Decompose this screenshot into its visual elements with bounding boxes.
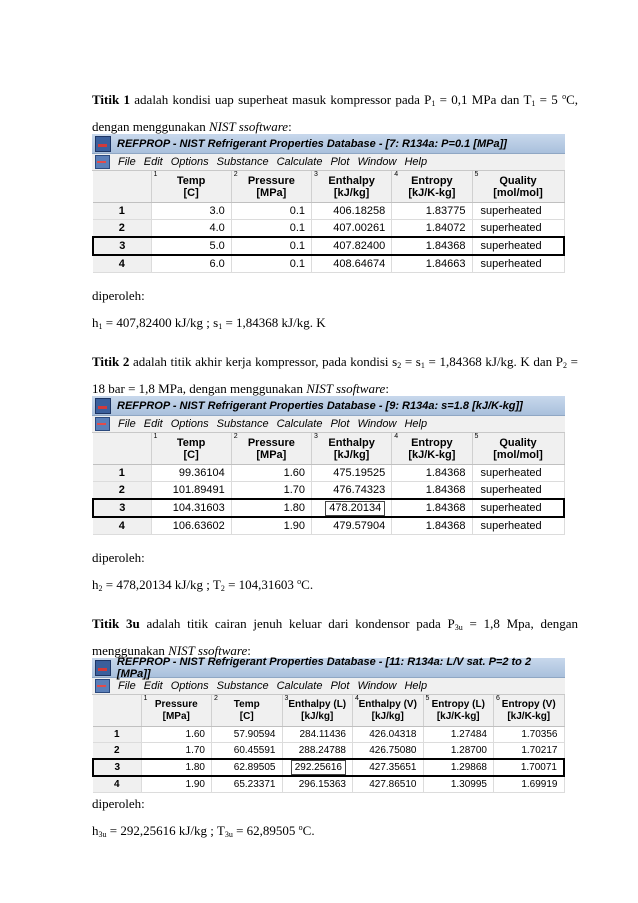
section1-sup: o <box>562 92 567 101</box>
table-row[interactable] <box>93 743 564 760</box>
row-number[interactable]: 1 <box>93 465 151 482</box>
column-header[interactable] <box>472 171 564 203</box>
menu-item-file[interactable]: File <box>118 156 136 168</box>
table-cell[interactable]: 1.70 <box>141 743 212 760</box>
menu-bar <box>92 678 565 695</box>
column-number: 4 <box>394 433 399 440</box>
column-number: 4 <box>394 171 399 178</box>
column-header[interactable] <box>312 171 392 203</box>
table-cell[interactable]: 1.28700 <box>423 743 494 760</box>
table-row[interactable] <box>93 727 564 743</box>
menu-item-edit[interactable]: Edit <box>143 156 163 168</box>
result-text: = 62,89505 <box>232 823 299 838</box>
table-cell[interactable]: 1.70356 <box>494 727 565 743</box>
column-number: 3 <box>314 171 318 178</box>
table-cell[interactable]: 4.0 <box>151 220 231 238</box>
column-unit: [kJ/K-kg] <box>408 449 456 461</box>
table-cell[interactable]: 408.64674 <box>312 255 392 273</box>
result-sub: 3u <box>98 830 107 839</box>
column-header[interactable] <box>392 433 472 465</box>
section2-sub: 2 <box>397 361 402 370</box>
column-number: 2 <box>233 433 238 440</box>
table-corner[interactable] <box>93 171 151 203</box>
column-title: Entropy (L) <box>431 699 485 710</box>
table-cell[interactable]: 1.27484 <box>423 727 494 743</box>
table-cell[interactable]: 99.36104 <box>151 465 231 482</box>
refprop-window-1 <box>92 134 565 273</box>
column-unit: [mol/mol] <box>493 187 543 199</box>
table-cell[interactable]: superheated <box>472 237 564 255</box>
result-text: h <box>92 823 99 838</box>
table-cell[interactable]: 5.0 <box>151 237 231 255</box>
menu-item-calculate[interactable]: Calculate <box>276 156 323 168</box>
section2-text: = 18 bar = 1,8 MPa, dengan menggunakan <box>92 354 579 396</box>
row-number[interactable]: 3 <box>93 759 141 776</box>
section1-software: NIST ssoftware <box>208 119 289 134</box>
result-text: h <box>92 577 99 592</box>
result-sub: 2 <box>98 584 103 593</box>
table-cell[interactable]: 1.84368 <box>392 465 472 482</box>
menu-item-file[interactable]: File <box>118 418 136 430</box>
menu-item-options[interactable]: Options <box>170 156 209 168</box>
section3-text: = 1,8 Mpa, dengan menggunakan <box>92 616 578 658</box>
column-unit: [C] <box>183 187 199 199</box>
table-cell[interactable]: 1.84368 <box>392 517 472 535</box>
table-row[interactable] <box>93 220 564 238</box>
menu-item-file[interactable]: File <box>118 680 136 692</box>
results-table <box>92 433 565 535</box>
column-number: 5 <box>425 695 430 702</box>
menu-item-edit[interactable]: Edit <box>143 680 163 692</box>
column-title: Temp <box>176 437 206 449</box>
column-unit: [kJ/kg] <box>333 187 370 199</box>
result-text: h <box>92 315 99 330</box>
result-sub: 1 <box>218 322 223 331</box>
active-cell-value: 478.20134 <box>325 501 385 516</box>
result-intro: diperoleh: <box>92 288 145 303</box>
active-cell-value: 292.25616 <box>291 760 346 775</box>
column-title: Enthalpy (L) <box>288 699 347 710</box>
column-header[interactable] <box>151 433 231 465</box>
menu-item-calculate[interactable]: Calculate <box>276 418 323 430</box>
column-header[interactable] <box>141 695 212 727</box>
table-cell[interactable]: superheated <box>472 465 564 482</box>
row-number[interactable]: 2 <box>93 482 151 500</box>
table-cell[interactable]: 1.84368 <box>392 499 472 517</box>
menu-item-substance[interactable]: Substance <box>216 418 269 430</box>
document-icon[interactable] <box>95 679 110 693</box>
column-unit: [mol/mol] <box>493 449 543 461</box>
row-number[interactable]: 2 <box>93 743 141 760</box>
document-icon[interactable] <box>95 155 110 169</box>
row-number[interactable]: 2 <box>93 220 151 238</box>
section1-text: C, dengan menggunakan <box>92 92 578 134</box>
column-unit: [kJ/kg] <box>333 449 370 461</box>
table-cell[interactable]: 65.23371 <box>212 776 283 793</box>
section1-result <box>92 282 578 336</box>
result-text: C. <box>302 823 315 838</box>
row-number[interactable]: 1 <box>93 203 151 220</box>
menu-item-edit[interactable]: Edit <box>143 418 163 430</box>
table-cell[interactable]: superheated <box>472 255 564 273</box>
column-title: Quality <box>499 175 537 187</box>
column-unit: [kJ/K-kg] <box>507 711 551 722</box>
column-unit: [MPa] <box>256 449 287 461</box>
table-cell[interactable]: 101.89491 <box>151 482 231 500</box>
column-title: Entropy <box>411 175 453 187</box>
menu-item-options[interactable]: Options <box>170 680 209 692</box>
column-number: 3 <box>314 433 318 440</box>
table-cell[interactable]: 1.60 <box>231 465 311 482</box>
row-number[interactable]: 4 <box>93 776 141 793</box>
section3-title: Titik 3u <box>92 616 140 631</box>
section2-text: = s <box>401 354 421 369</box>
section3-result <box>92 790 578 844</box>
column-title: Enthalpy <box>328 437 375 449</box>
column-number: 1 <box>143 695 148 702</box>
table-cell[interactable]: 426.04318 <box>353 727 424 743</box>
result-sub: 3u <box>224 830 233 839</box>
column-title: Temp <box>176 175 206 187</box>
menu-bar <box>92 416 565 433</box>
section2-title: Titik 2 <box>92 354 130 369</box>
column-unit: [kJ/kg] <box>301 711 334 722</box>
table-cell[interactable]: 57.90594 <box>212 727 283 743</box>
table-cell[interactable]: 1.84368 <box>392 237 472 255</box>
table-cell[interactable]: 475.19525 <box>312 465 392 482</box>
menu-item-plot[interactable]: Plot <box>330 418 350 430</box>
table-cell[interactable]: 0.1 <box>231 203 311 220</box>
table-cell[interactable]: 296.15363 <box>282 776 353 793</box>
menu-item-substance[interactable]: Substance <box>216 680 269 692</box>
table-cell[interactable]: superheated <box>472 203 564 220</box>
table-cell[interactable]: 3.0 <box>151 203 231 220</box>
table-row[interactable] <box>93 237 564 255</box>
table-cell[interactable]: 104.31603 <box>151 499 231 517</box>
column-unit: [C] <box>239 711 254 722</box>
section3-text: adalah titik cairan jenuh keluar dari kondensor pada P <box>139 616 455 631</box>
section3-text: : <box>247 643 251 658</box>
table-cell[interactable]: 1.60 <box>141 727 212 743</box>
table-cell[interactable]: superheated <box>472 499 564 517</box>
table-corner[interactable] <box>93 695 141 727</box>
table-row[interactable] <box>93 482 564 500</box>
window-titlebar <box>92 396 565 416</box>
table-row[interactable] <box>93 465 564 482</box>
table-row[interactable] <box>93 499 564 517</box>
result-text: = 292,25616 kJ/kg ; T <box>106 823 225 838</box>
table-cell[interactable]: 407.00261 <box>312 220 392 238</box>
table-cell[interactable]: 1.90 <box>141 776 212 793</box>
refprop-app-icon <box>95 660 111 676</box>
result-text: = 104,31603 <box>224 577 298 592</box>
section1-sub: 1 <box>531 99 536 108</box>
table-cell[interactable]: 476.74323 <box>312 482 392 500</box>
section1-text: = 0,1 MPa dan T <box>435 92 532 107</box>
column-header[interactable] <box>151 171 231 203</box>
table-cell[interactable]: 1.29868 <box>423 759 494 776</box>
section3-sub: 3u <box>454 623 463 632</box>
table-cell[interactable]: 1.84663 <box>392 255 472 273</box>
section2-text: = 1,84368 kJ/kg. K dan P <box>424 354 564 369</box>
column-unit: [kJ/K-kg] <box>436 711 480 722</box>
table-cell[interactable]: 6.0 <box>151 255 231 273</box>
results-table <box>92 695 565 793</box>
menu-bar <box>92 154 565 171</box>
table-cell[interactable]: 406.18258 <box>312 203 392 220</box>
table-cell[interactable]: 288.24788 <box>282 743 353 760</box>
section2-paragraph <box>92 348 578 402</box>
menu-item-help[interactable]: Help <box>404 680 428 692</box>
column-header[interactable] <box>231 171 311 203</box>
column-title: Entropy (V) <box>501 699 556 710</box>
menu-item-window[interactable]: Window <box>357 418 397 430</box>
table-cell[interactable]: 106.63602 <box>151 517 231 535</box>
table-cell[interactable]: 427.86510 <box>353 776 424 793</box>
result-sub: 2 <box>220 584 225 593</box>
row-number[interactable]: 3 <box>93 499 151 517</box>
table-row[interactable] <box>93 255 564 273</box>
result-text: = 407,82400 kJ/kg ; s <box>102 315 219 330</box>
menu-item-calculate[interactable]: Calculate <box>276 680 323 692</box>
column-title: Pressure <box>247 175 295 187</box>
document-icon[interactable] <box>95 417 110 431</box>
table-cell[interactable]: 1.69919 <box>494 776 565 793</box>
window-title: REFPROP - NIST Refrigerant Properties Database - [11: R134a: L/V sat. P=2 to 2 [MPa]] <box>116 655 532 680</box>
column-header[interactable] <box>423 695 494 727</box>
column-title: Enthalpy (V) <box>358 699 417 710</box>
column-header[interactable] <box>472 433 564 465</box>
section2-result <box>92 544 578 598</box>
column-number: 5 <box>474 171 479 178</box>
result-text: = 478,20134 kJ/kg ; T <box>102 577 221 592</box>
column-unit: [MPa] <box>256 187 287 199</box>
table-cell[interactable]: 1.30995 <box>423 776 494 793</box>
menu-item-options[interactable]: Options <box>170 418 209 430</box>
section2-sub: 1 <box>420 361 425 370</box>
table-cell[interactable]: 1.84072 <box>392 220 472 238</box>
column-number: 2 <box>233 171 238 178</box>
column-header[interactable] <box>494 695 565 727</box>
table-row[interactable] <box>93 759 564 776</box>
table-cell[interactable]: 284.11436 <box>282 727 353 743</box>
menu-item-help[interactable]: Help <box>404 418 428 430</box>
table-cell[interactable]: 1.90 <box>231 517 311 535</box>
result-text: C. <box>301 577 314 592</box>
section2-text: : <box>385 381 389 396</box>
menu-item-substance[interactable]: Substance <box>216 156 269 168</box>
column-number: 2 <box>214 695 218 702</box>
column-title: Quality <box>499 437 537 449</box>
column-number: 6 <box>496 695 500 702</box>
result-sup: o <box>297 577 302 586</box>
menu-item-plot[interactable]: Plot <box>330 680 350 692</box>
table-cell[interactable]: 1.70 <box>231 482 311 500</box>
section1-title: Titik 1 <box>92 92 130 107</box>
window-titlebar <box>92 655 565 680</box>
table-cell[interactable]: 479.57904 <box>312 517 392 535</box>
column-unit: [kJ/K-kg] <box>408 187 456 199</box>
column-header[interactable] <box>312 433 392 465</box>
table-cell[interactable]: 0.1 <box>231 237 311 255</box>
window-title: REFPROP - NIST Refrigerant Properties Database - [9: R134a: s=1.8 [kJ/K-kg]] <box>117 399 523 412</box>
window-title: REFPROP - NIST Refrigerant Properties Database - [7: R134a: P=0.1 [MPa]] <box>117 137 507 150</box>
column-title: Pressure <box>247 437 295 449</box>
column-number: 1 <box>153 433 158 440</box>
column-header[interactable] <box>392 171 472 203</box>
section1-text: adalah kondisi uap superheat masuk kompressor pada P <box>130 92 432 107</box>
table-cell[interactable]: 1.70217 <box>494 743 565 760</box>
table-cell[interactable]: 1.80 <box>231 499 311 517</box>
table-cell[interactable]: 426.75080 <box>353 743 424 760</box>
row-number[interactable]: 4 <box>93 255 151 273</box>
results-table <box>92 171 565 273</box>
section1-paragraph <box>92 86 578 140</box>
row-number[interactable]: 3 <box>93 237 151 255</box>
table-row[interactable] <box>93 517 564 535</box>
table-cell[interactable] <box>282 759 353 776</box>
row-number[interactable]: 1 <box>93 727 141 743</box>
table-cell[interactable]: 1.84368 <box>392 482 472 500</box>
refprop-app-icon <box>95 398 111 414</box>
column-unit: [MPa] <box>162 711 190 722</box>
column-header[interactable] <box>353 695 424 727</box>
table-cell[interactable]: 427.35651 <box>353 759 424 776</box>
result-sub: 1 <box>98 322 103 331</box>
section2-text: adalah titik akhir kerja kompressor, pada kondisi s <box>129 354 398 369</box>
section2-software: NIST ssoftware <box>306 381 386 396</box>
table-cell[interactable]: 1.83775 <box>392 203 472 220</box>
table-cell[interactable]: 0.1 <box>231 220 311 238</box>
refprop-app-icon <box>95 136 111 152</box>
table-cell[interactable]: superheated <box>472 220 564 238</box>
section2-sub: 2 <box>563 361 568 370</box>
menu-item-plot[interactable]: Plot <box>330 156 350 168</box>
column-header[interactable] <box>212 695 283 727</box>
column-title: Entropy <box>411 437 453 449</box>
table-row[interactable] <box>93 203 564 220</box>
column-number: 4 <box>355 695 359 702</box>
column-number: 3 <box>284 695 289 702</box>
table-cell[interactable] <box>312 499 392 517</box>
result-intro: diperoleh: <box>92 550 145 565</box>
result-sup: o <box>298 823 303 832</box>
table-cell[interactable]: 1.80 <box>141 759 212 776</box>
section1-text: = 5 <box>535 92 563 107</box>
table-cell[interactable]: superheated <box>472 517 564 535</box>
column-header[interactable] <box>231 433 311 465</box>
refprop-window-2 <box>92 396 565 535</box>
section1-text: : <box>288 119 292 134</box>
result-text: = 1,84368 kJ/kg. K <box>222 315 326 330</box>
column-number: 5 <box>474 433 479 440</box>
column-title: Pressure <box>154 699 198 710</box>
refprop-window-3 <box>92 655 565 793</box>
section3-software: NIST ssoftware <box>168 643 248 658</box>
table-cell[interactable]: 1.70071 <box>494 759 565 776</box>
table-cell[interactable]: 0.1 <box>231 255 311 273</box>
column-number: 1 <box>153 171 158 178</box>
section1-sub: 1 <box>431 99 436 108</box>
column-header[interactable] <box>282 695 353 727</box>
table-cell[interactable]: 407.82400 <box>312 237 392 255</box>
window-titlebar <box>92 134 565 154</box>
column-title: Enthalpy <box>328 175 375 187</box>
row-number[interactable]: 4 <box>93 517 151 535</box>
column-title: Temp <box>233 699 260 710</box>
table-cell[interactable]: 62.89505 <box>212 759 283 776</box>
menu-item-help[interactable]: Help <box>404 156 428 168</box>
column-unit: [C] <box>183 449 199 461</box>
table-corner[interactable] <box>93 433 151 465</box>
table-cell[interactable]: 60.45591 <box>212 743 283 760</box>
table-cell[interactable]: superheated <box>472 482 564 500</box>
column-unit: [kJ/kg] <box>371 711 404 722</box>
result-intro: diperoleh: <box>92 796 145 811</box>
menu-item-window[interactable]: Window <box>357 680 397 692</box>
menu-item-window[interactable]: Window <box>357 156 397 168</box>
